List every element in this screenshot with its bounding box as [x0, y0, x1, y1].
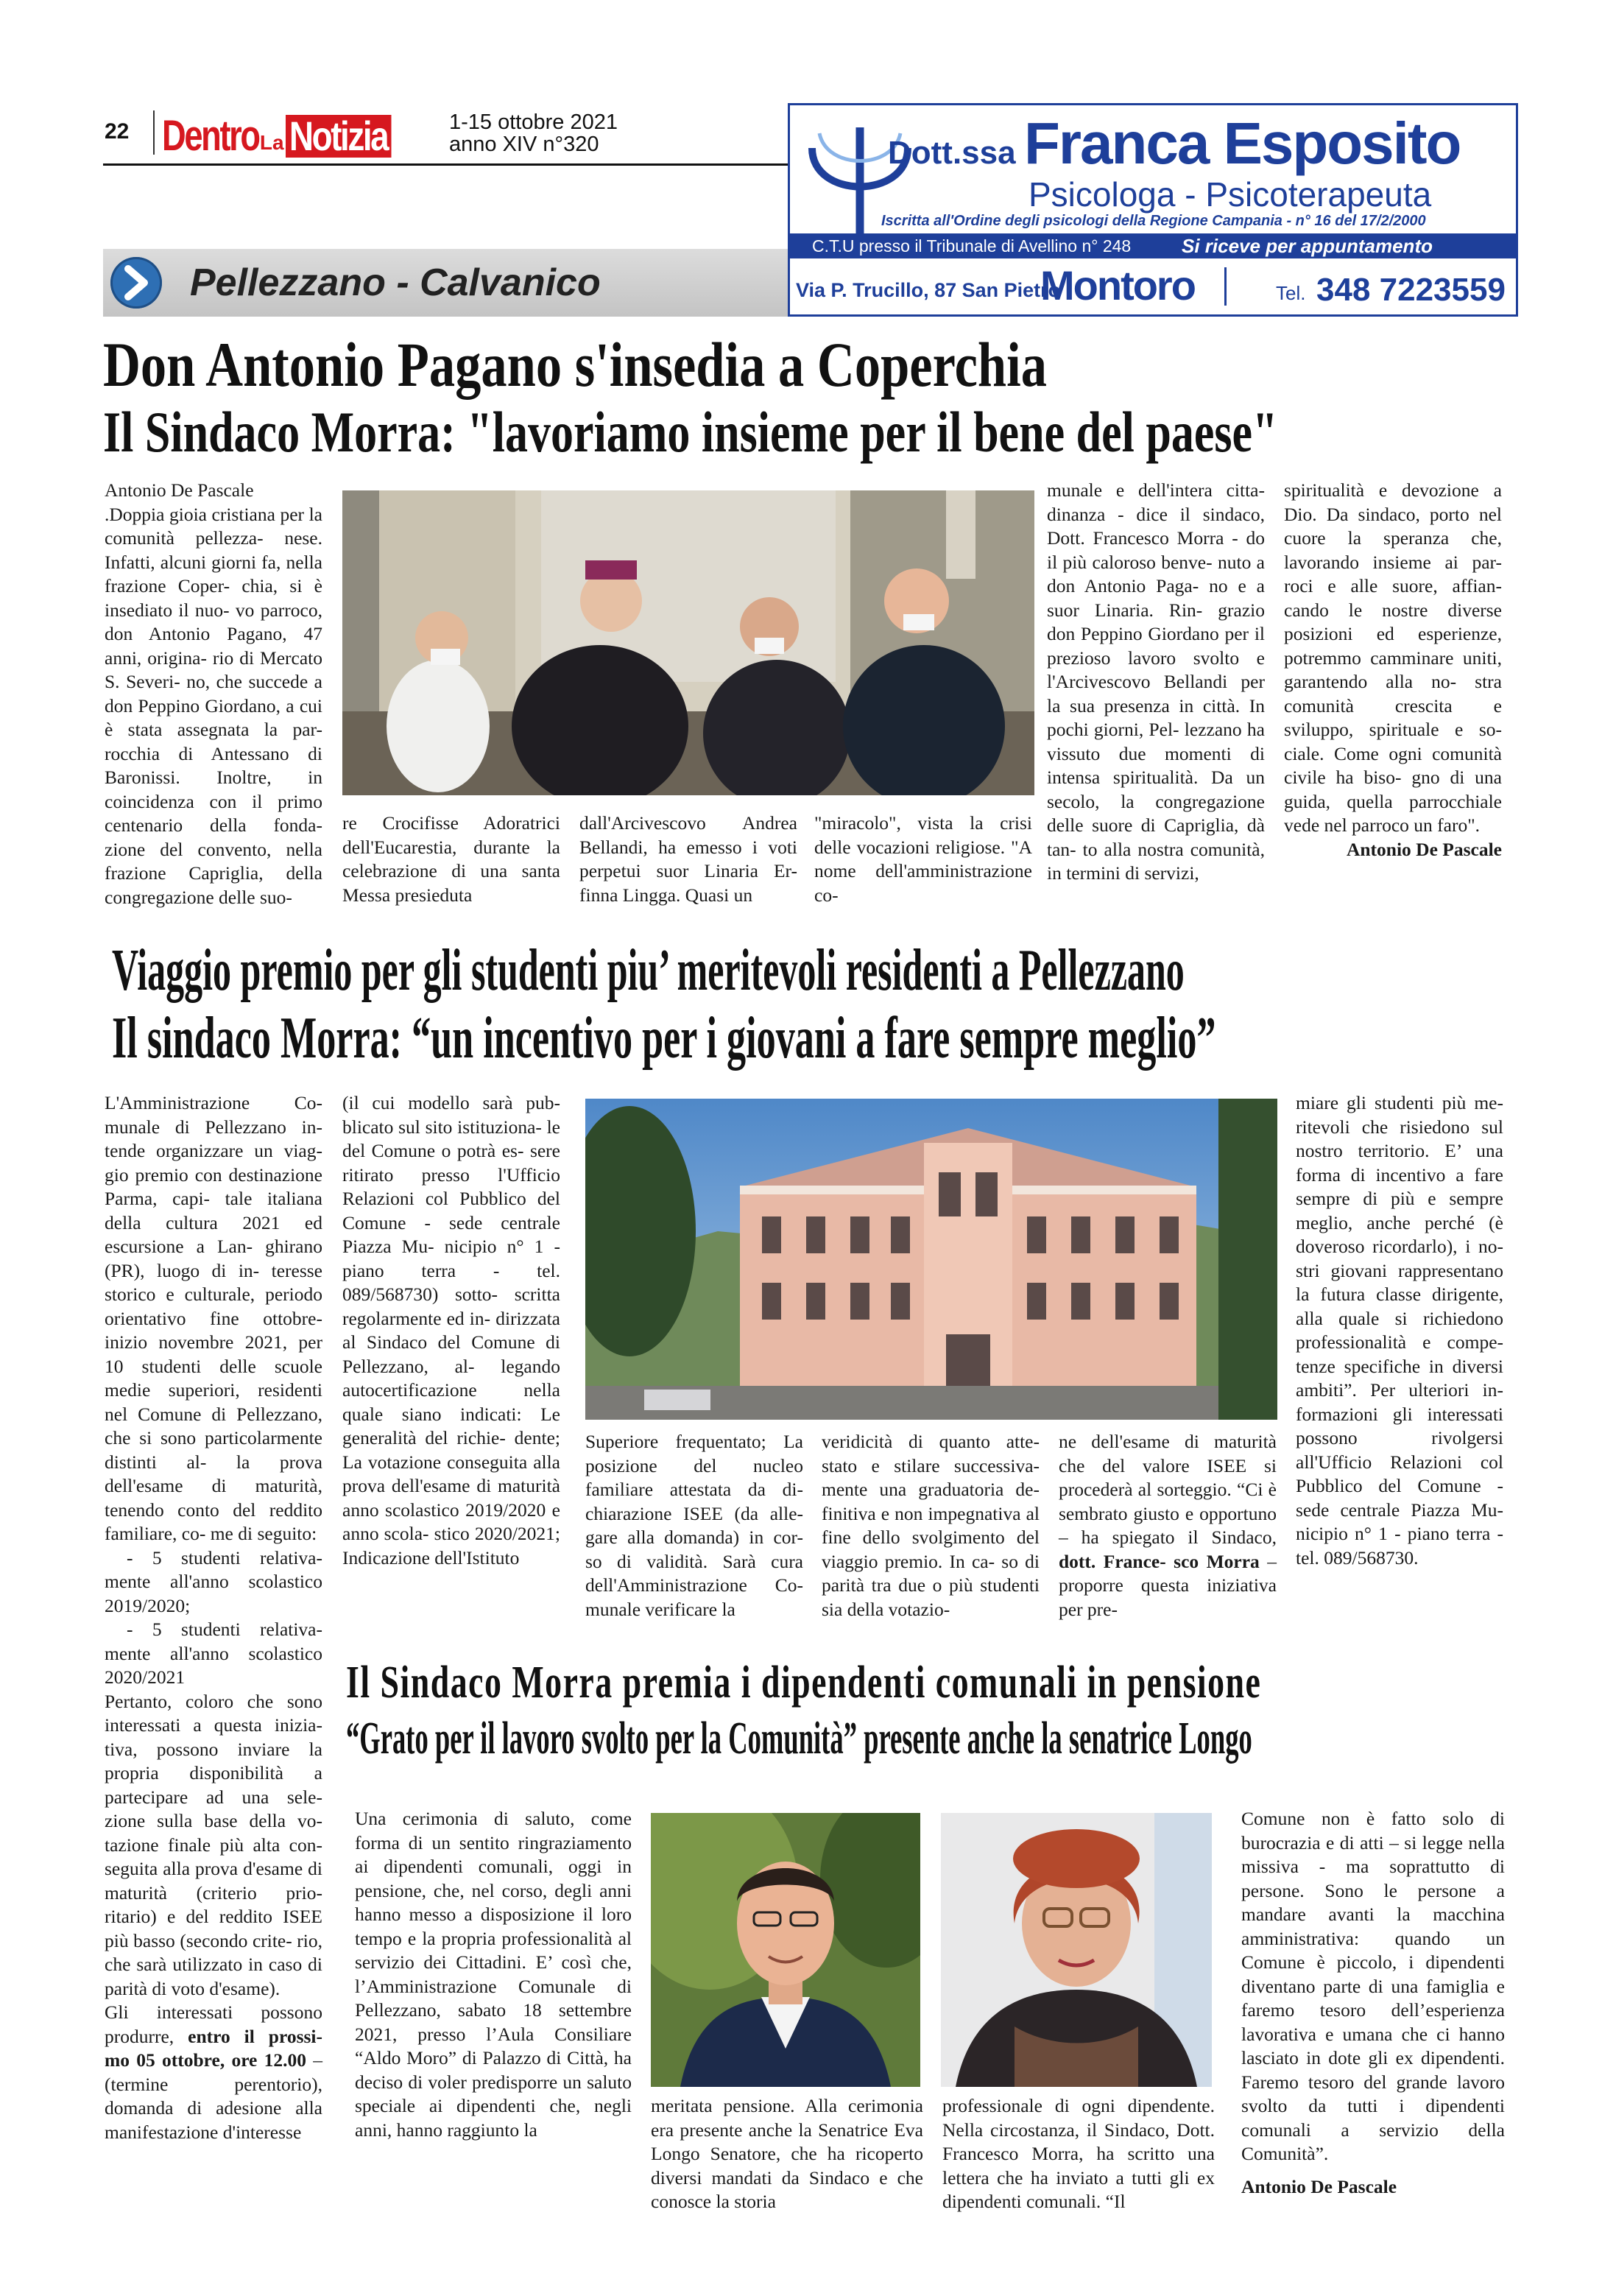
advert-box [788, 103, 1518, 317]
article2-col2: (il cui modello sarà pub- blicato sul sito istituziona- le del Comune o potrà es- sere ritirato presso l'Ufficio Relazioni col Pubblico del Comune - sede centrale Piazza Mu- nicipio n° 1 - piano terra - tel. 089/568730) sotto- scritta regolarmente ed in- dirizzata al Sindaco del Comune di Pellezzano, al- legando autocertificazione nella quale siano indicati: Le generalità del richie- dente; La votazione conseguita alla prova dell'esame di maturità anno scolastico 2019/2020 e anno scola- stico 2020/2021; Indicazione dell'Istituto [342, 1092, 560, 1568]
advert-dott: Dott.ssa [888, 135, 1016, 171]
masthead-notizia: Notizia [286, 115, 391, 158]
section-bar [103, 249, 788, 317]
article3-col4 [1241, 1807, 1505, 2199]
advert-tel-label: Tel. [1276, 282, 1306, 304]
arrow-right-icon [110, 257, 162, 309]
advert-registration: Iscritta all'Ordine degli psicologi della Regione Campania - n° 16 del 17/2/2000 [881, 213, 1426, 229]
article2-col5-pre: ne dell'esame di maturità che del valore ISEE si procederà al sorteggio. “Ci è sembrato giusto e opportuno – ha spiegato il Sindaco, [1059, 1431, 1277, 1548]
article1-title: Don Antonio Pagano s'insedia a Coperchia [103, 329, 1048, 400]
article3-byline: Antonio De Pascale [1241, 2175, 1397, 2197]
advert-name: Franca Esposito [1024, 110, 1461, 176]
article3-col3: professionale di ogni dipendente. Nella circostanza, il Sindaco, Dott. Francesco Morra, ha scritto una lettera che ha inviato a tutti gli ex dipendenti comunali. “Il [942, 2095, 1215, 2212]
article3-subtitle: “Grato per il lavoro svolto per la Comunità” presente anche la senatrice Longo [346, 1714, 1252, 1764]
mayor-photo [651, 1813, 920, 2087]
masthead-la: La [259, 131, 284, 154]
article2-col1 [105, 1091, 322, 2144]
article1-col6-text: spiritualità e devozione a Dio. Da sindaco, porto nel cuore la speranza che, lavorando insieme ai par- roci e alle suore, affian- cando le nostre diverse posizioni ed esperienze, potremmo camminare uniti, garantendo alla no- stra comunità crescita e sviluppo, spirituale e so- ciale. Come ogni comunità civile ha biso- gno di una guida, quella parrocchiale vede nel parroco un faro". [1284, 479, 1502, 836]
article2-title: Viaggio premio per gli studenti piu’ meritevoli residenti a Pellezzano [112, 938, 1185, 1003]
advert-town: Montoro [1040, 262, 1195, 309]
masthead-dentro: Dentro [162, 112, 259, 160]
article1-col6 [1284, 479, 1502, 862]
article1-col4: "miracolo", vista la crisi delle vocazioni religiose. "A nome dell'amministrazione co- [814, 812, 1032, 906]
article3-title: Il Sindaco Morra premia i dipendenti comunali in pensione [346, 1658, 1262, 1708]
advert-divider [1224, 267, 1227, 306]
advert-address: Via P. Trucillo, 87 San Pietro [796, 279, 1061, 301]
advert-strip [790, 233, 1516, 258]
page-number: 22 [105, 119, 130, 144]
town-hall-photo [585, 1099, 1277, 1420]
issue-number: anno XIV n°320 [449, 133, 599, 156]
article1-col5: munale e dell'intera citta- dinanza - dice il sindaco, Dott. Francesco Morra - do il più caloroso benve- nuto a don Antonio Paga- no e a suor Linaria. Rin- grazio don Peppino Giordano per il prezioso lavoro svolto e l'Arcivescovo Bellandi per la sua presenza in città. In pochi giorni, Pel- lezzano ha vissuto due momenti di intensa spiritualità. Da un secolo, la congregazione delle suore di Capriglia, dà tan- to alla nostra comunità, in termini di servizi, [1047, 479, 1265, 884]
article1-col1 [105, 479, 322, 909]
article2-col5-post: – proporre questa iniziativa per pre- [1059, 1550, 1277, 1620]
advert-profession: Psicologa - Psicoterapeuta [1028, 175, 1432, 214]
article2-col1-text: L'Amministrazione Co- munale di Pellezzano in- tende organizzare un viag- gio premio con destinazione Parma, capi- tale italiana della cultura 2021 ed escursione a Lan- ghirano (PR), luogo di in- teresse storico e culturale, periodo orientativo fine ottobre-inizio novembre 2021, per 10 studenti delle scuole medie superiori, residenti nel Comune di Pellezzano, che si sono particolarmente distinti al- la prova dell'esame di maturità, tenendo conto del reddito familiare, co- me di seguito: [105, 1092, 322, 1544]
article1-col1-author: Antonio De Pascale [105, 479, 254, 501]
article2-subtitle: Il sindaco Morra: “un incentivo per i giovani a fare sempre meglio” [112, 1006, 1216, 1071]
article3-col4-text: Comune non è fatto solo di burocrazia e di atti – si legge nella missiva - ma soprattutto di persone. Sono le persone a mandare avanti la macchina amministrativa: quando un Comune è piccolo, i dipendenti diventano parte di una famiglia e faremo tesoro dell’esperienza lavorativa e umana che ci hanno lasciato in dote gli ex dipendenti. Faremo tesoro del grande lavoro svolto da tutti i dipendenti comunali a servizio della Comunità”. [1241, 1808, 1505, 2164]
ceremony-photo [342, 490, 1034, 795]
article2-col1-c [105, 2001, 322, 2144]
article2-col3: Superiore frequentato; La posizione del nucleo familiare attestata da di- chiarazione ISEE (da alle- gare alla domanda) in cor- so di validità. Sarà cura dell'Amministrazione Co- munale verificare la [585, 1431, 803, 1620]
section-label: Pellezzano - Calvanico [190, 261, 601, 304]
issue-date: 1-15 ottobre 2021 [449, 110, 618, 134]
article3-col2: meritata pensione. Alla cerimonia era presente anche la Senatrice Eva Longo Senatore, che ha ricoperto diversi mandati da Sindaco e che conosce la storia [651, 2095, 923, 2212]
article1-byline: Antonio De Pascale [1346, 838, 1502, 860]
article2-col1-b: Pertanto, coloro che sono interessati a questa inizia- tiva, possono inviare la propria disponibilità a partecipare ad una sele- zione sulla base della vo- tazione finale più alta con- seguita alla prova d'esame di maturità (criterio prio- ritario) e del reddito ISEE più basso (secondo crite- rio, che sarà utilizzato in caso di parità di voto d'esame). [105, 1690, 322, 1999]
header-rule [103, 163, 788, 166]
article1-subtitle: Il Sindaco Morra: "lavoriamo insieme per il bene del paese" [103, 400, 1278, 464]
masthead-logo [162, 112, 414, 158]
article2-deadline: entro il prossi- mo 05 ottobre, ore 12.00 [105, 2025, 323, 2071]
article1-col3: dall'Arcivescovo Andrea Bellandi, ha emesso i voti perpetui suor Linaria Er- finna Lingga. Quasi un [579, 812, 797, 906]
senator-photo [941, 1813, 1212, 2087]
article1-col2: re Crocifisse Adoratrici dell'Eucarestia, durante la celebrazione di una santa Messa presieduta [342, 812, 560, 906]
article3-col1: Una cerimonia di saluto, come forma di un sentito ringraziamento ai dipendenti comunali, oggi in pensione, che, nel corso, degli anni hanno messo a disposizione il loro tempo e la propria professionalità al servizio dei Cittadini. E’ così che, l’Amministrazione Comunale di Pellezzano, sabato 18 settembre 2021, presso l’Aula Consiliare “Aldo Moro” di Palazzo di Città, ha deciso di voler predisporre un saluto speciale ai dipendenti che, negli anni, hanno raggiunto la [355, 1808, 632, 2141]
article1-col1-text: .Doppia gioia cristiana per la comunità pellezza- nese. Infatti, alcuni giorni fa, nella frazione Coper- chia, si è insediato il nuo- vo parroco, don Antonio Pagano, 47 anni, origina- rio di Mercato S. Severi- no, che succede a don Peppino Giordano, a cui è stata assegnata la par- rocchia di Antessano di Baronissi. Inoltre, in coincidenza con il primo centenario della fonda- zione del convento, nella frazione Capriglia, della congregazione delle suo- [105, 503, 322, 908]
article2-col6: miare gli studenti più me- ritevoli che risiedono sul nostro territorio. E’ una forma di incentivo a fare sempre di più e sempre meglio, anche perché (è doveroso ricordarlo), i no- stri giovani rappresentano la futura classe dirigente, alla quale si richiedono professionalità e compe- tenze specifiche in diversi ambiti”. Per ulteriori in- formazioni gli interessati possono rivolgersi all'Ufficio Relazioni col Pubblico del Comune - sede centrale Piazza Mu- nicipio n° 1 - piano terra - tel. 089/568730. [1296, 1092, 1503, 1568]
advert-tel: 348 7223559 [1316, 272, 1506, 308]
article2-col1-item2: - 5 studenti relativa- mente all'anno scolastico 2020/2021 [105, 1619, 322, 1688]
article2-col1-c-post: – (termine perentorio), domanda di adesione alla manifestazione d'interesse [105, 2049, 322, 2143]
article2-col1-item1: - 5 studenti relativa- mente all'anno scolastico 2019/2020; [105, 1546, 322, 1616]
advert-appointment: Si riceve per appuntamento [1182, 235, 1433, 257]
article2-mayor-name: dott. France- sco Morra [1059, 1550, 1260, 1572]
article2-col1-c-pre: Gli interessati possono produrre, [105, 2001, 322, 2047]
header-divider [153, 110, 155, 155]
article2-col4: veridicità di quanto atte- stato e stilare successiva- mente una graduatoria de- finitiva e non impegnativa al fine dello svolgimento del viaggio premio. In ca- so di parità tra due o più studenti sia della votazio- [822, 1431, 1040, 1620]
article2-col5 [1059, 1430, 1277, 1621]
advert-ctu: C.T.U presso il Tribunale di Avellino n° 248 [812, 236, 1132, 256]
